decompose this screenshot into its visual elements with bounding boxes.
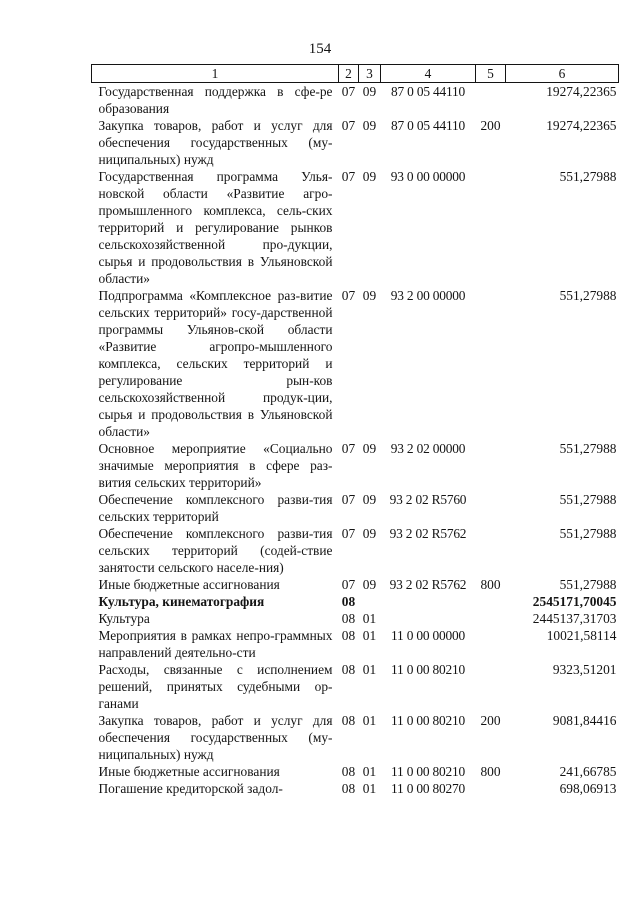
row-amount: 19274,22365	[546, 118, 617, 133]
row-name: Обеспечение комплексного разви-тия сельских территорий	[98, 492, 333, 524]
column-header-2: 2	[339, 65, 359, 83]
row-amount: 2445137,31703	[532, 611, 617, 626]
row-section: 07	[341, 577, 356, 592]
row-amount: 9323,51201	[552, 662, 617, 677]
row-amount: 551,27988	[559, 577, 617, 592]
row-subsection: 09	[362, 118, 377, 133]
row-target-article: 93 2 00 00000	[390, 288, 466, 303]
row-amount: 9081,84416	[552, 713, 617, 728]
row-amount: 551,27988	[559, 441, 617, 456]
row-subsection: 09	[362, 577, 377, 592]
row-amount: 10021,58114	[546, 628, 617, 643]
row-name: Закупка товаров, работ и услуг для обеспечения государственных (му-ниципальных) нужд	[98, 713, 333, 762]
row-subsection: 01	[362, 662, 377, 677]
table-row	[92, 83, 619, 118]
row-expense-type	[476, 287, 506, 440]
row-expense-type: 200	[480, 118, 501, 133]
row-subsection: 09	[362, 492, 377, 507]
row-subsection	[359, 593, 381, 610]
row-target-article: 11 0 00 80210	[391, 713, 465, 728]
row-name: Расходы, связанные с исполнением решений, принятых судебными ор-ганами	[98, 662, 333, 711]
page-number: 154	[308, 41, 332, 57]
row-target-article: 11 0 00 80210	[391, 662, 465, 677]
row-name: Основное мероприятие «Социально значимые мероприятия в сфере раз-вития сельских территорий»	[98, 441, 333, 490]
table-row	[92, 610, 619, 627]
row-name: Закупка товаров, работ и услуг для обеспечения государственных (му-ниципальных) нужд	[98, 118, 333, 167]
row-section: 08	[341, 713, 356, 728]
row-amount: 19274,22365	[546, 84, 617, 99]
row-subsection: 01	[362, 781, 377, 796]
row-subsection: 01	[362, 628, 377, 643]
table-row	[92, 661, 619, 712]
row-name: Иные бюджетные ассигнования	[98, 764, 280, 779]
row-expense-type	[476, 593, 506, 610]
row-target-article: 87 0 05 44110	[391, 118, 465, 133]
table-row	[92, 491, 619, 525]
row-target-article: 93 2 02 00000	[390, 441, 466, 456]
row-subsection: 09	[362, 84, 377, 99]
table-row	[92, 712, 619, 763]
row-expense-type	[476, 525, 506, 576]
column-header-1: 1	[92, 65, 339, 83]
row-section: 08	[341, 594, 356, 609]
row-expense-type	[476, 661, 506, 712]
row-target-article: 11 0 00 80210	[391, 764, 465, 779]
row-target-article	[381, 593, 476, 610]
column-header-6: 6	[506, 65, 619, 83]
row-name: Обеспечение комплексного разви-тия сельских территорий (содей-ствие занятости сельского населе-ния)	[98, 526, 333, 575]
table-row	[92, 440, 619, 491]
row-section: 08	[341, 781, 356, 796]
row-section: 08	[341, 662, 356, 677]
row-subsection: 01	[362, 713, 377, 728]
row-target-article: 11 0 00 00000	[391, 628, 465, 643]
row-section: 07	[341, 84, 356, 99]
row-section: 07	[341, 169, 356, 184]
row-amount: 551,27988	[559, 526, 617, 541]
row-expense-type: 200	[480, 713, 501, 728]
row-name: Государственная программа Улья-новской области «Развитие агро-промышленного комплекса, сель-ских территорий и регулирование рынков сельскохозяйственной про-дукции, сырья и продовольствия в Ульяновской области»	[98, 169, 333, 286]
row-subsection: 09	[362, 169, 377, 184]
row-name: Культура, кинематография	[98, 594, 265, 609]
row-target-article: 87 0 05 44110	[391, 84, 465, 99]
column-header-5: 5	[476, 65, 506, 83]
row-subsection: 09	[362, 441, 377, 456]
table-row	[92, 168, 619, 287]
row-amount: 241,66785	[559, 764, 617, 779]
row-expense-type	[476, 627, 506, 661]
row-target-article: 93 0 00 00000	[390, 169, 466, 184]
row-amount: 551,27988	[559, 492, 617, 507]
row-expense-type	[476, 83, 506, 118]
row-target-article: 93 2 02 R5760	[389, 492, 467, 507]
column-header-3: 3	[359, 65, 381, 83]
row-section: 07	[341, 441, 356, 456]
row-section: 07	[341, 288, 356, 303]
row-expense-type	[476, 168, 506, 287]
row-section: 08	[341, 764, 356, 779]
row-subsection: 09	[362, 526, 377, 541]
table-row	[92, 780, 619, 797]
row-amount: 551,27988	[559, 169, 617, 184]
row-target-article	[381, 610, 476, 627]
row-expense-type	[476, 491, 506, 525]
table-row	[92, 763, 619, 780]
table-row	[92, 287, 619, 440]
row-expense-type	[476, 440, 506, 491]
row-expense-type: 800	[480, 764, 501, 779]
row-name: Культура	[98, 611, 150, 626]
table-row	[92, 593, 619, 610]
table-header-row	[92, 65, 619, 83]
row-name: Погашение кредиторской задол-	[98, 781, 283, 796]
row-name: Мероприятия в рамках непро-граммных направлений деятельно-сти	[98, 628, 333, 660]
table-row	[92, 576, 619, 593]
row-expense-type	[476, 610, 506, 627]
row-section: 07	[341, 492, 356, 507]
row-amount: 698,06913	[559, 781, 617, 796]
row-name: Иные бюджетные ассигнования	[98, 577, 280, 592]
row-name: Подпрограмма «Комплексное раз-витие сельских территорий» госу-дарственной программы Ульянов-ской области «Развитие агропро-мышленного комплекса, сельских территорий и регулирование рын-ков сельскохозяйственной продук-ции, сырья и продовольствия в Ульяновской области»	[98, 288, 333, 439]
row-subsection: 09	[362, 288, 377, 303]
row-section: 08	[341, 628, 356, 643]
row-expense-type	[476, 780, 506, 797]
row-amount: 2545171,70045	[532, 594, 617, 609]
table-row	[92, 627, 619, 661]
row-section: 07	[341, 526, 356, 541]
table-row	[92, 117, 619, 168]
row-section: 08	[341, 611, 356, 626]
row-name: Государственная поддержка в сфе-ре образования	[98, 84, 333, 116]
row-section: 07	[341, 118, 356, 133]
row-target-article: 93 2 02 R5762	[389, 526, 467, 541]
row-expense-type: 800	[480, 577, 501, 592]
row-target-article: 93 2 02 R5762	[389, 577, 467, 592]
row-subsection: 01	[362, 611, 377, 626]
row-target-article: 11 0 00 80270	[391, 781, 465, 796]
table-row	[92, 525, 619, 576]
row-amount: 551,27988	[559, 288, 617, 303]
row-subsection: 01	[362, 764, 377, 779]
column-header-4: 4	[381, 65, 476, 83]
budget-table	[91, 64, 619, 797]
table-body	[92, 83, 619, 798]
